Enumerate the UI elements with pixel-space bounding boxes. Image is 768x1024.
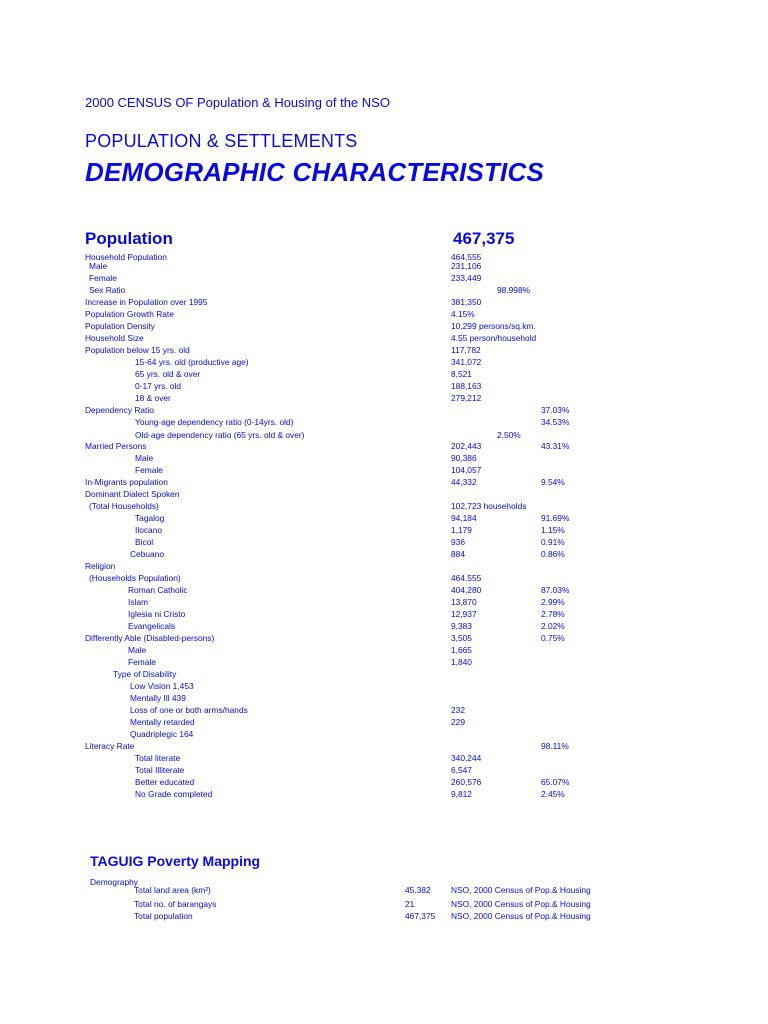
table-row: [0, 272, 768, 284]
table-row: [0, 512, 768, 524]
table-row: [0, 560, 768, 572]
row-label: 18 & over: [135, 393, 171, 403]
poverty-row-label: Total land area (km²): [134, 885, 211, 895]
row-value: 464,555: [451, 252, 482, 262]
row-label: Differently Able (Disabled-persons): [85, 633, 215, 643]
table-row: [0, 716, 768, 728]
table-row: [0, 524, 768, 536]
row-percentage: 34.53%: [541, 417, 570, 427]
table-row: [0, 680, 768, 692]
row-value: 1,840: [451, 657, 472, 667]
row-label: Increase in Population over 1995: [85, 297, 208, 307]
poverty-row-source: NSO, 2000 Census of Pop.& Housing: [451, 885, 591, 895]
row-percentage: 65.07%: [541, 777, 570, 787]
table-row: [0, 752, 768, 764]
row-label: Type of Disability: [113, 669, 177, 679]
row-value: 3,505: [451, 633, 472, 643]
poverty-row-value: 45.382: [405, 885, 431, 895]
row-value: 117,782: [451, 345, 481, 355]
row-label: Low Vision 1,453: [130, 681, 194, 691]
row-value: 231,106: [451, 261, 482, 271]
table-row: [0, 488, 768, 500]
table-row: [0, 452, 768, 464]
row-value: 381,350: [451, 297, 482, 307]
poverty-row-label: Total population: [134, 911, 193, 921]
row-label: 65 yrs. old & over: [135, 369, 201, 379]
row-label: Male: [128, 645, 147, 655]
table-row: [0, 740, 768, 752]
table-row: [0, 572, 768, 584]
row-value: 9,812: [451, 789, 472, 799]
row-value: 102,723 households: [451, 501, 527, 511]
row-value: 10,299 persons/sq.km.: [451, 321, 536, 331]
row-value: 104,057: [451, 465, 482, 475]
row-label: Islam: [128, 597, 149, 607]
table-row: [0, 608, 768, 620]
row-label: Population Density: [85, 321, 155, 331]
table-row: [0, 644, 768, 656]
row-label: In-Migrants population: [85, 477, 168, 487]
page-title: DEMOGRAPHIC CHARACTERISTICS: [85, 157, 544, 187]
table-row: [0, 296, 768, 308]
row-value: 4.15%: [451, 309, 475, 319]
row-percentage: 9.54%: [541, 477, 565, 487]
row-value: 9,383: [451, 621, 472, 631]
row-value: 1,179: [451, 525, 472, 535]
poverty-row-label: Total no. of barangays: [134, 899, 217, 909]
row-label: (Total Households): [89, 501, 159, 511]
row-label: Iglesia ni Cristo: [128, 609, 186, 619]
row-label: Ilocano: [135, 525, 163, 535]
row-value: 279,212: [451, 393, 482, 403]
row-value: 341,072: [451, 357, 482, 367]
row-percentage: 43.31%: [541, 441, 570, 451]
row-percentage: 1.15%: [541, 525, 565, 535]
row-label: Total literate: [135, 753, 181, 763]
row-label: Young-age dependency ratio (0-14yrs. old): [135, 417, 294, 427]
row-value: 8,521: [451, 369, 472, 379]
table-row: [0, 320, 768, 332]
demography-subheading: Demography: [90, 877, 138, 887]
row-label: Male: [89, 261, 108, 271]
row-label: Population below 15 yrs. old: [85, 345, 190, 355]
table-row: [0, 440, 768, 452]
table-row: [0, 620, 768, 632]
table-row: [0, 500, 768, 512]
table-row: [0, 404, 768, 416]
row-label: Evangelicals: [128, 621, 176, 631]
poverty-row-value: 467,375: [405, 911, 436, 921]
row-label: Mentally retarded: [130, 717, 195, 727]
row-label: Sex Ratio: [89, 285, 126, 295]
poverty-row-source: NSO, 2000 Census of Pop.& Housing: [451, 899, 591, 909]
row-label: Household Size: [85, 333, 144, 343]
row-percentage: 2.50%: [497, 430, 521, 440]
row-value: 936: [451, 537, 465, 547]
table-row: [0, 416, 768, 428]
row-value: 94,184: [451, 513, 477, 523]
row-label: Female: [89, 273, 117, 283]
row-percentage: 37.03%: [541, 405, 570, 415]
table-row: [0, 668, 768, 680]
row-label: Dependency Ratio: [85, 405, 154, 415]
table-row: [0, 260, 768, 272]
row-value: 404,280: [451, 585, 482, 595]
row-value: 260,576: [451, 777, 482, 787]
table-row: [0, 344, 768, 356]
poverty-mapping-title: TAGUIG Poverty Mapping: [90, 853, 261, 869]
row-value: 232: [451, 705, 465, 715]
poverty-row-value: 21: [405, 899, 415, 909]
row-label: Roman Catholic: [128, 585, 188, 595]
row-value: 229: [451, 717, 465, 727]
row-label: Female: [135, 465, 163, 475]
row-value: 6,547: [451, 765, 472, 775]
table-row: [0, 728, 768, 740]
row-percentage: 0.75%: [541, 633, 565, 643]
row-label: Better educated: [135, 777, 195, 787]
row-value: 13,870: [451, 597, 477, 607]
table-row: [0, 464, 768, 476]
population-label: Population: [85, 229, 173, 248]
table-row: [0, 284, 768, 296]
row-value: 12,937: [451, 609, 477, 619]
row-label: Married Persons: [85, 441, 147, 451]
row-label: Household Population: [85, 252, 167, 262]
row-label: Literacy Rate: [85, 741, 135, 751]
row-label: Total Illiterate: [135, 765, 185, 775]
row-percentage: 2.99%: [541, 597, 565, 607]
section-heading: POPULATION & SETTLEMENTS: [85, 131, 358, 151]
row-label: Tagalog: [135, 513, 165, 523]
population-value: 467,375: [453, 229, 515, 248]
row-value: 44,332: [451, 477, 477, 487]
row-label: (Households Population): [89, 573, 181, 583]
row-value: 4.55 person/household: [451, 333, 537, 343]
poverty-row: [0, 884, 768, 896]
row-label: Cebuano: [130, 549, 164, 559]
table-row: [0, 632, 768, 644]
table-row: [0, 584, 768, 596]
row-label: Old-age dependency ratio (65 yrs. old & over): [135, 430, 305, 440]
row-percentage: 91.69%: [541, 513, 570, 523]
row-value: 188,163: [451, 381, 482, 391]
table-row: [0, 704, 768, 716]
table-row: [0, 356, 768, 368]
row-percentage: 98.998%: [497, 285, 531, 295]
table-row: [0, 788, 768, 800]
census-source-line: 2000 CENSUS OF Population & Housing of the NSO: [85, 95, 390, 110]
row-percentage: 0.91%: [541, 537, 565, 547]
table-row: [0, 380, 768, 392]
row-label: Loss of one or both arms/hands: [130, 705, 248, 715]
row-value: 90,386: [451, 453, 477, 463]
row-label: Population Growth Rate: [85, 309, 174, 319]
table-row: [0, 548, 768, 560]
table-row: [0, 392, 768, 404]
row-percentage: 0.86%: [541, 549, 565, 559]
row-percentage: 98.11%: [541, 741, 569, 751]
row-label: Female: [128, 657, 156, 667]
row-value: 202,443: [451, 441, 482, 451]
table-row: [0, 368, 768, 380]
row-percentage: 2.45%: [541, 789, 565, 799]
row-label: Religion: [85, 561, 116, 571]
row-label: No Grade completed: [135, 789, 213, 799]
table-row: [0, 308, 768, 320]
row-label: Dominant Dialect Spoken: [85, 489, 180, 499]
poverty-row-source: NSO, 2000 Census of Pop.& Housing: [451, 911, 591, 921]
poverty-row: [0, 910, 768, 922]
row-label: Male: [135, 453, 154, 463]
row-value: 1,665: [451, 645, 472, 655]
table-row: [0, 536, 768, 548]
table-row: [0, 656, 768, 668]
table-row: [0, 476, 768, 488]
row-label: 0-17 yrs. old: [135, 381, 182, 391]
poverty-row: [0, 898, 768, 910]
row-label: Quadriplegic 164: [130, 729, 194, 739]
row-value: 884: [451, 549, 465, 559]
row-label: Bicol: [135, 537, 154, 547]
table-row: [0, 764, 768, 776]
table-row: [0, 692, 768, 704]
row-percentage: 2.02%: [541, 621, 565, 631]
row-label: Mentally Ill 439: [130, 693, 186, 703]
row-percentage: 2.78%: [541, 609, 565, 619]
table-row: [0, 596, 768, 608]
row-value: 233,449: [451, 273, 482, 283]
table-row: [0, 776, 768, 788]
row-value: 464,555: [451, 573, 482, 583]
row-label: 15-64 yrs. old (productive age): [135, 357, 249, 367]
table-row: [0, 332, 768, 344]
row-value: 340,244: [451, 753, 482, 763]
row-percentage: 87.03%: [541, 585, 570, 595]
